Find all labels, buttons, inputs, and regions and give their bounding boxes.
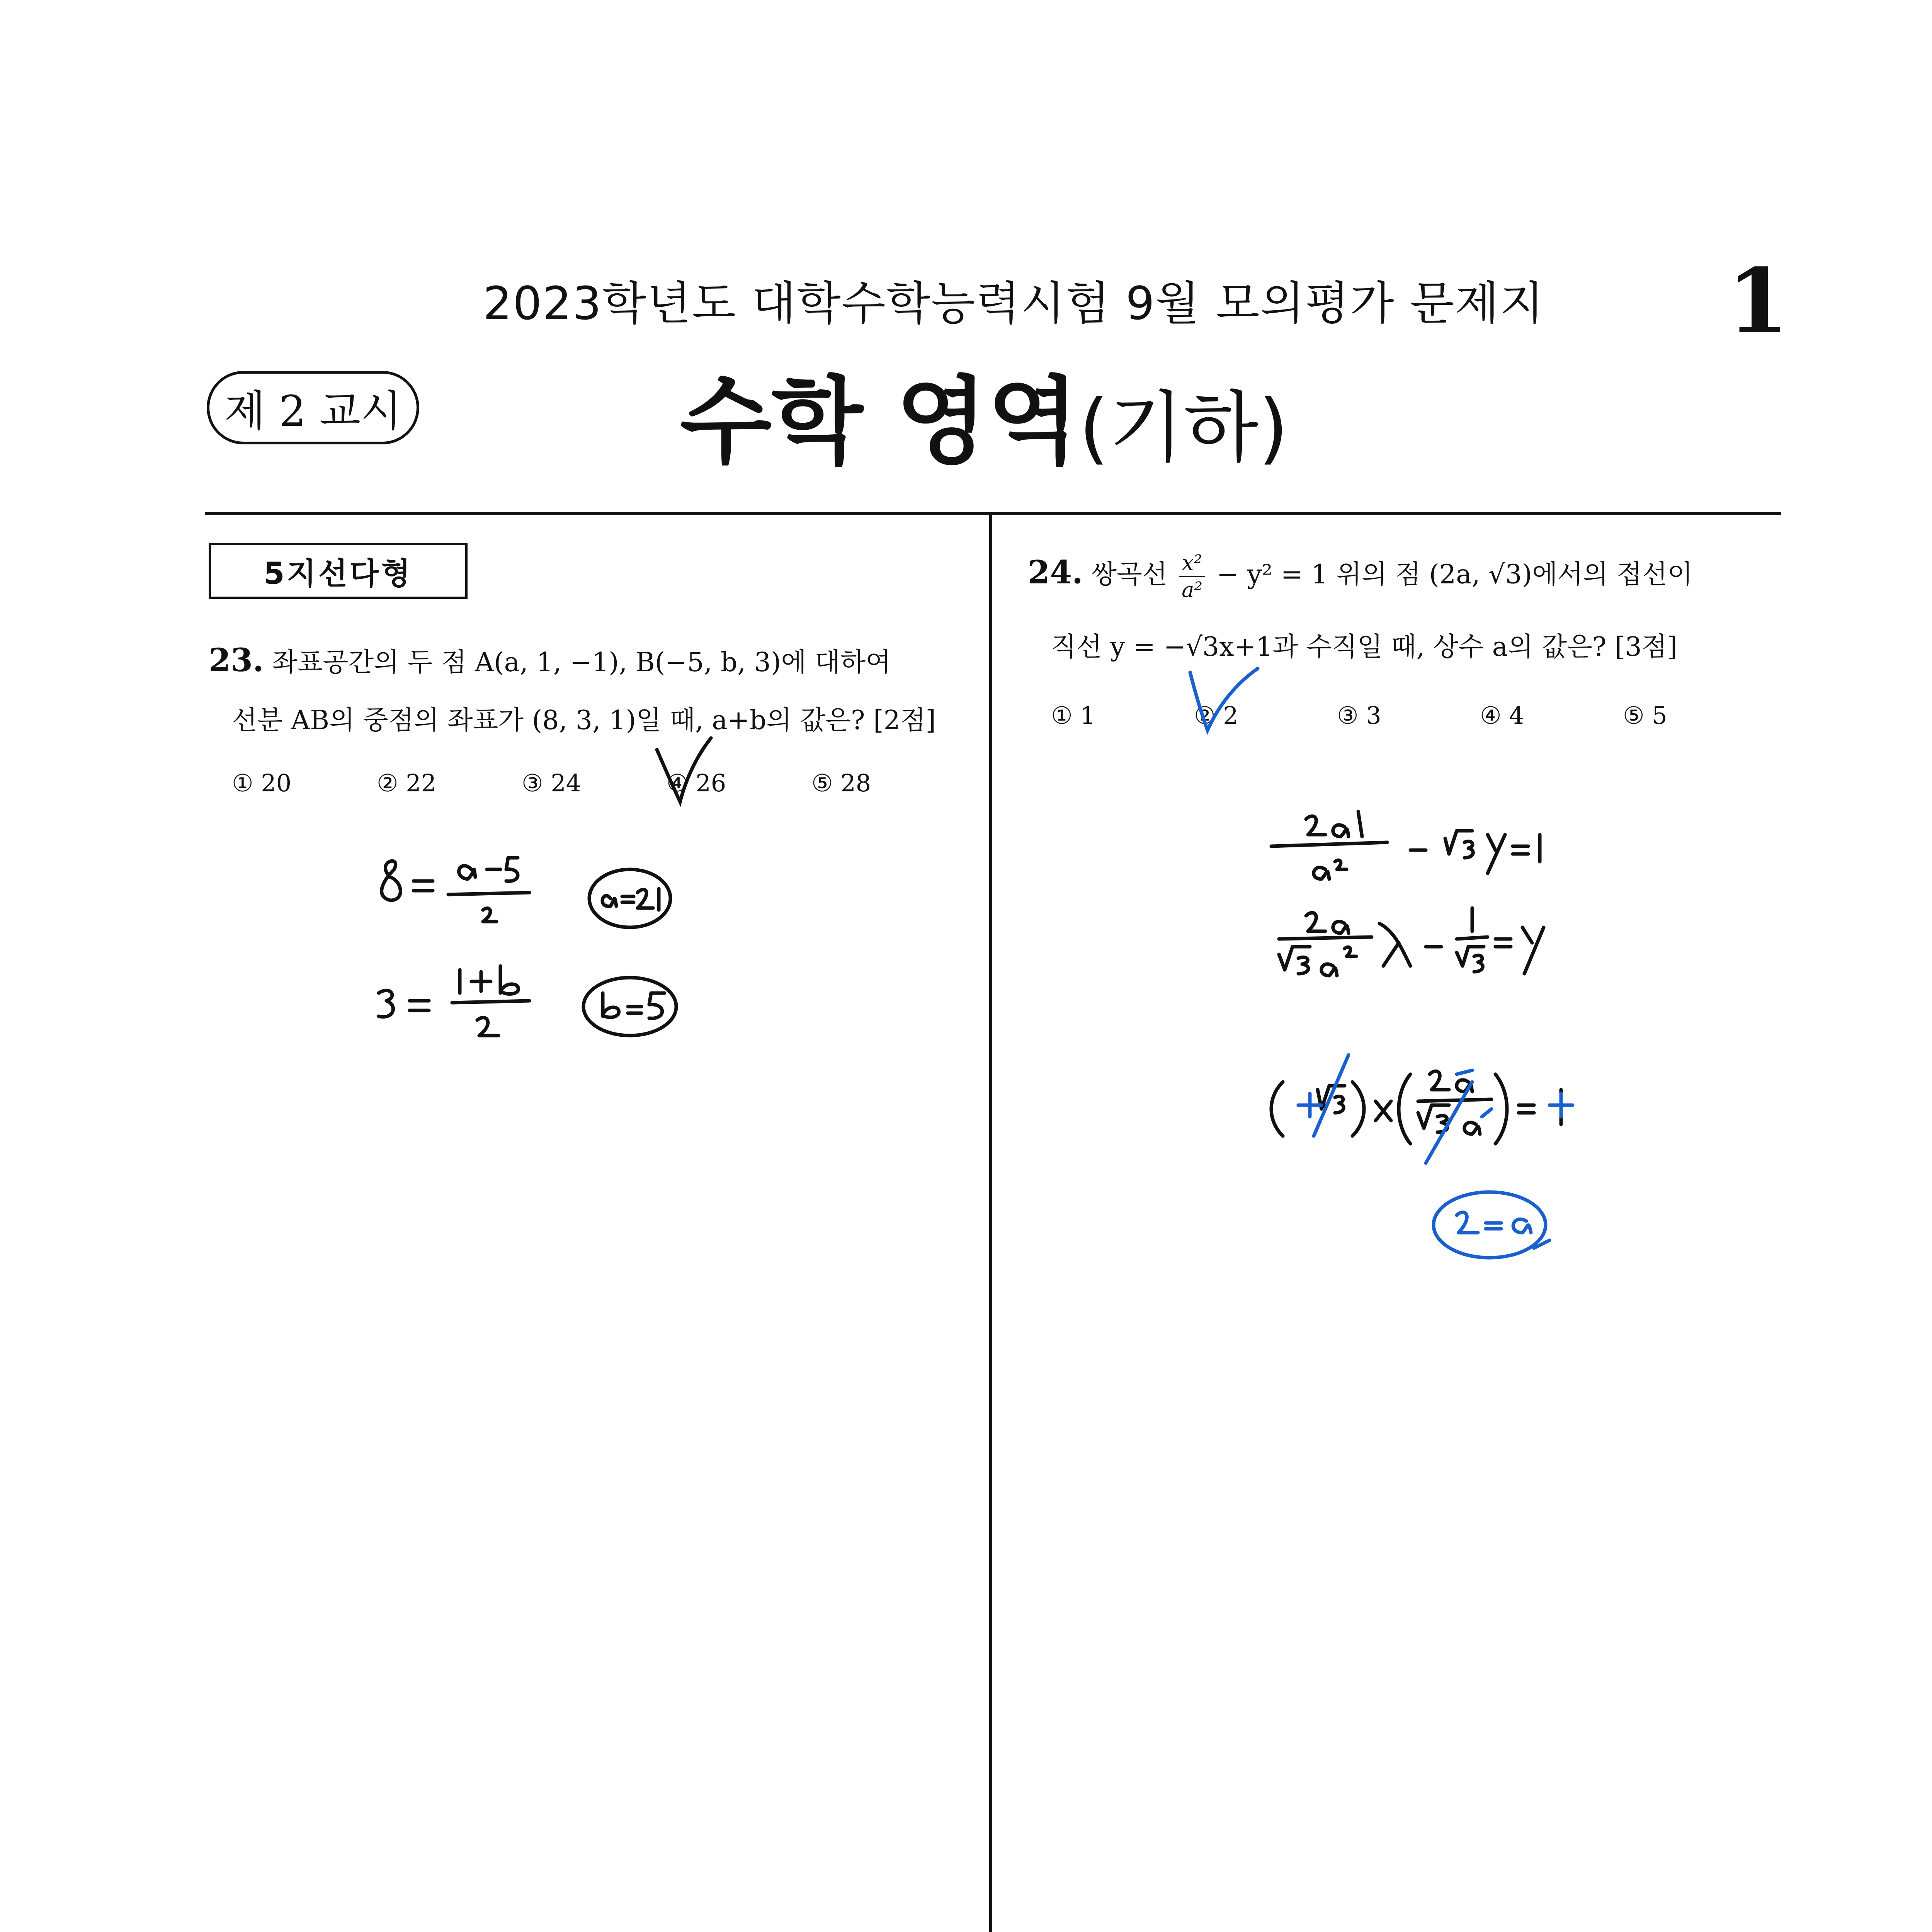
q24-choice-5[interactable]: ⑤ 5 [1623, 701, 1667, 730]
subject-sub: (기하) [1078, 383, 1289, 473]
section-label [209, 543, 468, 599]
q24-choice-1[interactable]: ① 1 [1051, 701, 1095, 730]
q24-choice-2[interactable]: ② 2 [1194, 701, 1238, 730]
q23-choice-3[interactable]: ③ 24 [522, 769, 582, 797]
subject-title [680, 346, 1288, 482]
fraction-denominator: a² [1182, 578, 1202, 602]
column-divider [989, 515, 992, 1932]
question-23-number: 23. [209, 642, 264, 679]
subject-main: 수학 영역 [680, 367, 1079, 477]
question-23-line-2 [232, 699, 936, 737]
question-23-text-2: 선분 AB의 중점의 좌표가 (8, 3, 1)일 때, a+b의 값은? [2점] [232, 705, 936, 736]
question-24-suffix: − y² = 1 위의 점 (2a, √3)에서의 접선이 [1216, 559, 1693, 590]
page-index: 1 [1727, 249, 1789, 354]
question-24-line-2 [1051, 626, 1677, 663]
handwritten-work-q24 [1256, 804, 1642, 1267]
question-24-number: 24. [1028, 554, 1083, 591]
section-label-text: 5지선다형 [264, 556, 413, 591]
q24-choice-3[interactable]: ③ 3 [1337, 701, 1381, 730]
period-badge-label: 제 2 교시 [224, 386, 402, 436]
question-24-prefix: 쌍곡선 [1091, 559, 1168, 590]
exam-title: 2023학년도 대학수학능력시험 9월 모의평가 문제지 [483, 277, 1545, 330]
q23-choice-5[interactable]: ⑤ 28 [811, 769, 871, 797]
checkmark-icon-blue [1186, 665, 1264, 738]
question-24-text-2: 직선 y = −√3x+1과 수직일 때, 상수 a의 값은? [3점] [1051, 632, 1677, 662]
handwritten-work-q23 [367, 831, 734, 1063]
header-rule [205, 512, 1781, 515]
fraction-numerator: x² [1179, 553, 1205, 577]
hyperbola-fraction [1179, 553, 1205, 600]
question-23-choices [232, 769, 966, 804]
q23-choice-2[interactable]: ② 22 [377, 769, 437, 797]
q23-choice-4[interactable]: ④ 26 [667, 769, 726, 797]
q23-choice-1[interactable]: ① 20 [232, 769, 292, 797]
checkmark-icon [653, 734, 715, 811]
question-23-text-1: 좌표공간의 두 점 A(a, 1, −1), B(−5, b, 3)에 대하여 [272, 647, 891, 678]
question-24-choices [1051, 701, 1747, 736]
q24-choice-4[interactable]: ④ 4 [1480, 701, 1524, 730]
period-badge [207, 371, 419, 444]
question-24-line-1 [1028, 553, 1693, 600]
question-23-line-1 [209, 641, 891, 679]
